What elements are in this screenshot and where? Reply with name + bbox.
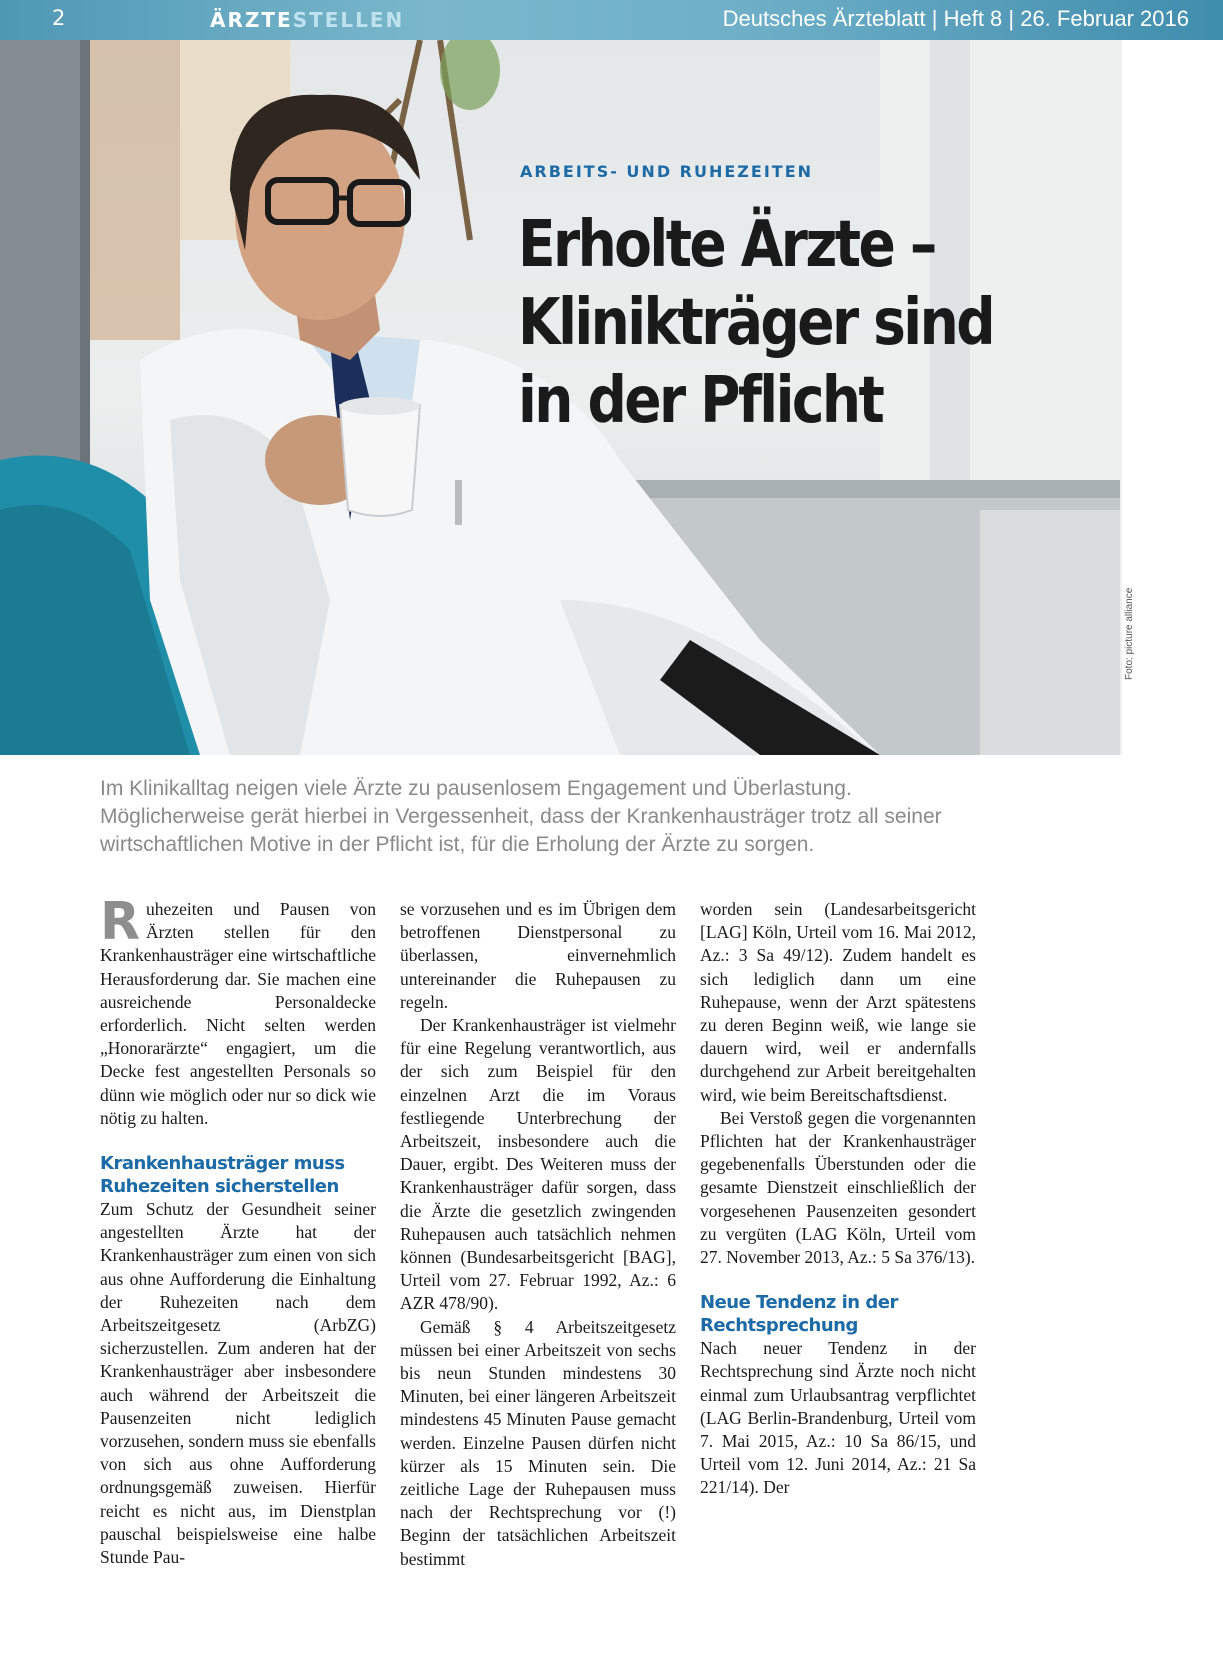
hero-photo: [0, 40, 1122, 755]
article-headline: [518, 206, 994, 440]
headline-line-3: in der Pflicht: [518, 364, 883, 438]
paragraph-4-continued: worden sein (Landesarbeitsgericht [LAG] Köln, Urteil vom 16. Mai 2012, Az.: 3 Sa 49/12). Zudem handelt es sich lediglich dann um eine Ruhepause, wenn der Arzt spätestens zu deren Beginn weiß, wie lange sie dauern wird, weil er andernfalls durchgehend zur Arbeit bereitgehalten wird, wie beim Bereitschaftsdienst.: [700, 899, 976, 1105]
subheading-2: Neue Tendenz in der Rechtsprechung: [700, 1292, 898, 1337]
article-kicker: ARBEITS- UND RUHEZEITEN: [520, 162, 814, 181]
headline-line-2: Klinikträger sind: [518, 286, 994, 360]
article-column-2: [400, 898, 676, 1571]
headline-line-1: Erholte Ärzte –: [518, 208, 935, 282]
drop-cap: R: [100, 892, 141, 952]
article-column-3: [700, 898, 976, 1500]
issue-info: Deutsches Ärzteblatt | Heft 8 | 26. Februar 2016: [722, 6, 1189, 31]
header-band: [0, 0, 1223, 40]
page-number: 2: [52, 6, 66, 30]
paragraph-1-text: uhezeiten und Pausen von Ärzten stellen für den Krankenhausträger eine wirtschaftliche Herausforderung dar. Sie machen eine ausreichende Personaldecke erforderlich. Nicht selten werden „Honorarärzte“ engagiert, um die Decke fest angestellten Personals so dünn wie möglich oder nur so dick wie nötig zu halten.: [100, 899, 376, 1128]
paragraph-4: Gemäß § 4 Arbeitszeitgesetz müssen bei einer Arbeitszeit von sechs bis neun Stunden mindestens 30 Minuten, bei einer längeren Arbeitszeit mindestens 45 Minuten Pause gemacht werden. Einzelne Pausen dürfen nicht kürzer als 15 Minuten sein. Die zeitliche Lage der Ruhepausen muss nach der Rechtsprechung vor (!) Beginn der tatsächlichen Arbeitszeit bestimmt: [400, 1316, 676, 1569]
brand-part-1: ÄRZTE: [210, 8, 293, 32]
paragraph-3: Der Krankenhausträger ist vielmehr für eine Regelung verantwortlich, aus der sich zum Beispiel für den einzelnen Arzt die im Voraus festliegende Unterbrechung der Arbeitszeit, insbesondere auch die Dauer, ergibt. Des Weiteren muss der Krankenhausträger dafür sorgen, dass die Ärzte die gesetzlich zwingenden Ruhepausen auch tatsächlich nehmen können (Bundesarbeitsgericht [BAG], Urteil vom 27. Februar 1992, Az.: 6 AZR 478/90).: [400, 1015, 676, 1314]
paragraph-6: Nach neuer Tendenz in der Rechtsprechung sind Ärzte noch nicht einmal zum Urlaubsantrag verpflichtet (LAG Berlin-Brandenburg, Urteil vom 7. Mai 2015, Az.: 10 Sa 86/15, und Urteil vom 12. Juni 2014, Az.: 21 Sa 221/14). Der: [700, 1338, 976, 1498]
article-lead: Im Klinikalltag neigen viele Ärzte zu pausenlosem Engagement und Überlastung. Möglicherweise gerät hierbei in Vergessenheit, dass der Krankenhausträger trotz all seiner wirtschaftlichen Motive in der Pflicht ist, für die Erholung der Ärzte zu sorgen.: [100, 777, 942, 856]
photo-credit: Foto: picture alliance: [1124, 587, 1135, 680]
brand-part-2: STELLEN: [292, 8, 405, 32]
section-brand: [210, 8, 404, 32]
paragraph-2-continued: se vorzusehen und es im Übrigen dem betroffenen Dienstpersonal zu überlassen, einvernehmlich untereinander die Ruhepausen zu regeln.: [400, 899, 676, 1012]
paragraph-2: Zum Schutz der Gesundheit seiner angestellten Ärzte hat der Krankenhausträger zum einen von sich aus ohne Aufforderung die Einhaltung der Ruhezeiten nach dem Arbeitszeitgesetz (ArbZG) sicherzustellen. Zum anderen hat der Krankenhausträger aber insbesondere auch während der Arbeitszeit die Pausenzeiten nicht lediglich vorzusehen, sondern muss sie ebenfalls von sich aus ohne Aufforderung ordnungsgemäß zuweisen. Hierfür reicht es nicht aus, im Dienstplan pauschal beispielsweise eine halbe Stunde Pau-: [100, 1199, 376, 1568]
subheading-1: Krankenhausträger muss Ruhezeiten sicherstellen: [100, 1153, 345, 1198]
paragraph-1: [100, 892, 376, 1130]
paragraph-5: Bei Verstoß gegen die vorgenannten Pflichten hat der Krankenhausträger gegebenenfalls Überstunden oder die gesamte Dienstzeit einschließlich der vorgesehenen Pausenzeiten gesondert zu vergüten (LAG Köln, Urteil vom 27. November 2013, Az.: 5 Sa 376/13).: [700, 1107, 976, 1268]
article-column-1: [100, 892, 376, 1569]
